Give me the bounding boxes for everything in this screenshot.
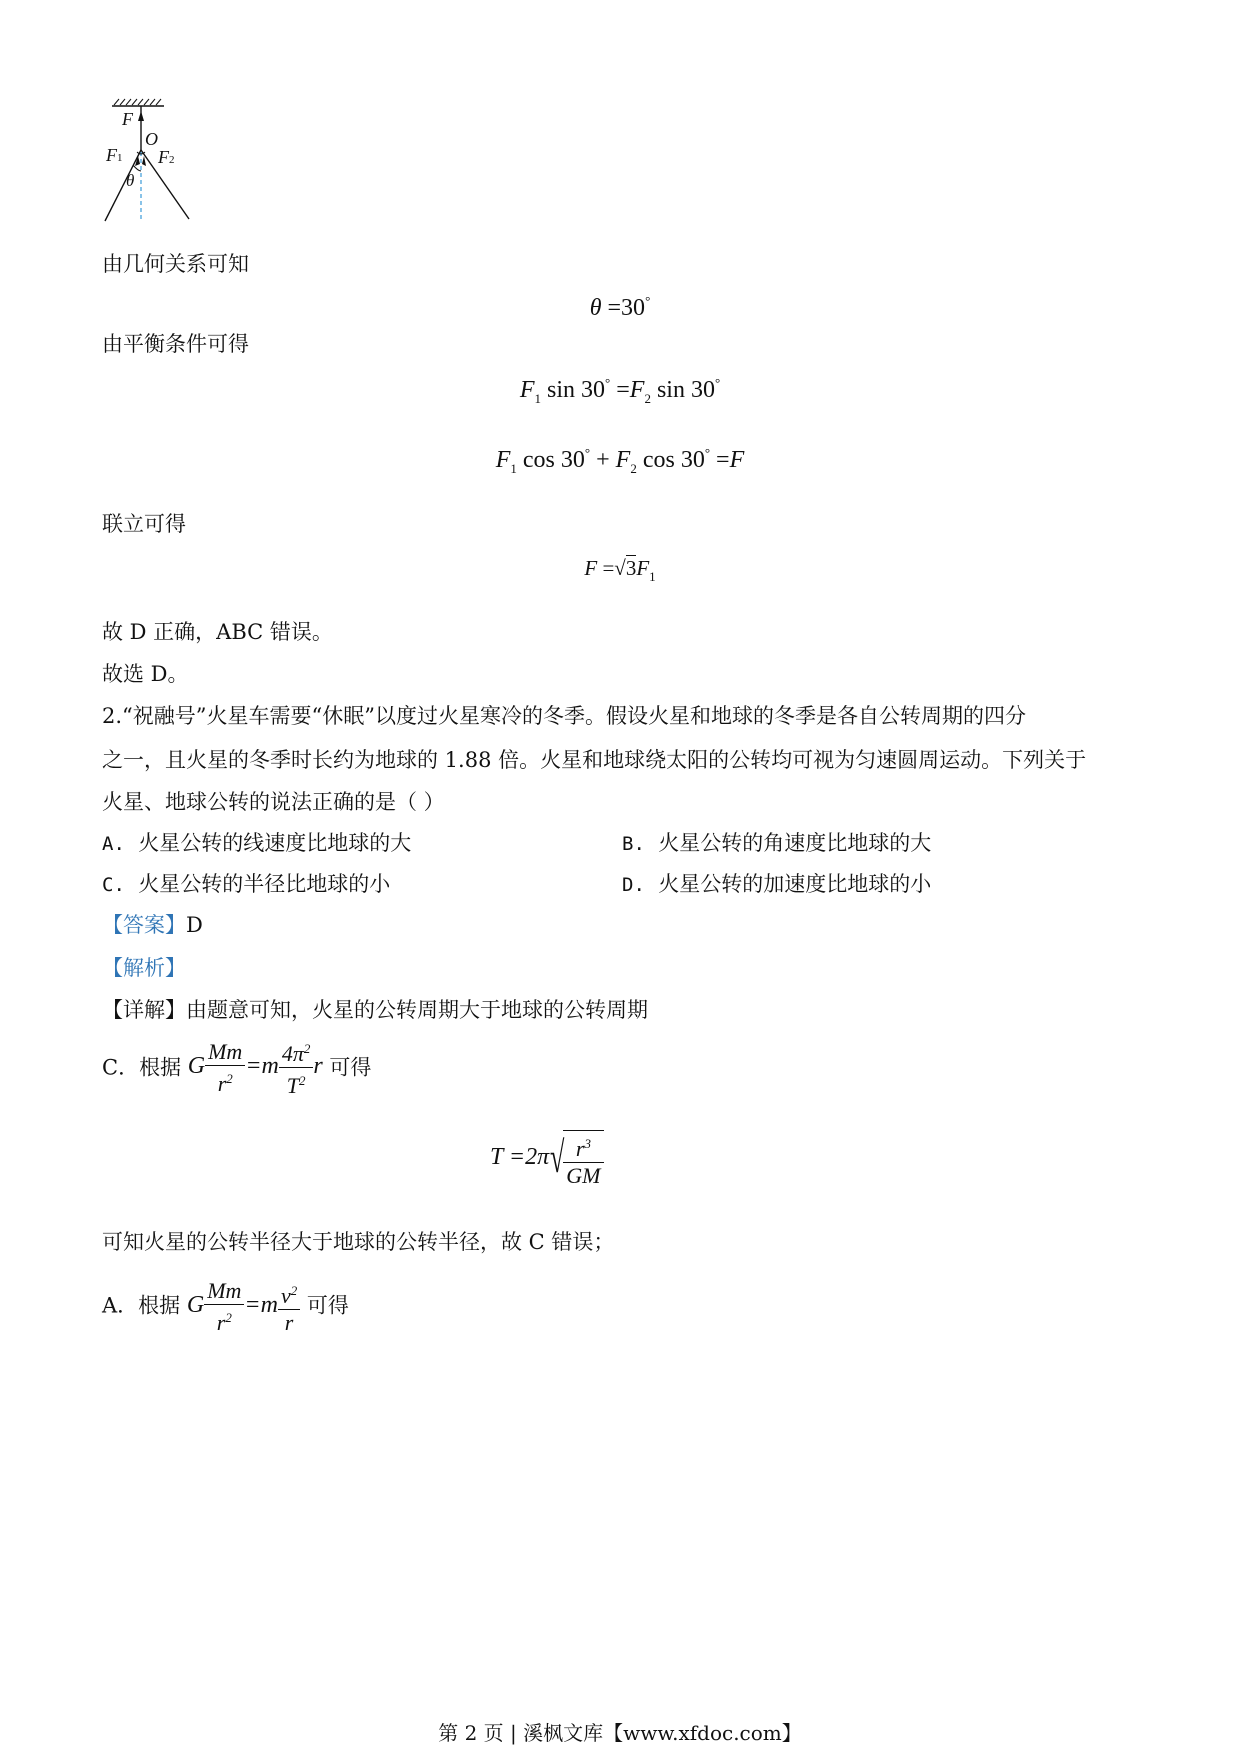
question-2-line-2: 之一，且火星的冬季时长约为地球的 1.88 倍。火星和地球绕太阳的公转均可视为匀速圆周运动。下列关于 (102, 748, 1087, 772)
answer-value: D (186, 913, 203, 937)
question-2-line-3: 火星、地球公转的说法正确的是（ ） (102, 790, 445, 814)
equation-theta: θ =30° (589, 293, 651, 321)
answer-line (102, 911, 203, 939)
text-choose-d: 故选 D。 (102, 662, 189, 686)
c-formula: G $\frac{Mm}{r^2}$ =m $\frac{4\pi^2}{T^2}$ r (188, 1053, 323, 1079)
answer-tag: 【答案】 (102, 913, 186, 937)
label-F1: F1 (106, 145, 123, 165)
equation-cos: $F_1$ $\cos 30^\circ + F_2$ cos 30° =F (495, 445, 745, 476)
option-c: C. 火星公转的半径比地球的小 (102, 872, 391, 896)
detail-line: 【详解】由题意可知，火星的公转周期大于地球的公转周期 (102, 998, 648, 1022)
option-d: D. 火星公转的加速度比地球的小 (622, 872, 932, 896)
equation-sin: $F_1$ $\sin 30^\circ =F_2$ sin 30° (519, 375, 721, 406)
label-F: F (122, 109, 133, 129)
question-2-line-1: 2.“祝融号”火星车需要“休眠”以度过火星寒冷的冬季。假设火星和地球的冬季是各自公转周期的四分 (102, 704, 1026, 728)
a-formula: G $\frac{Mm}{r^2}$ =m $\frac{v^2}{r}$ (187, 1292, 300, 1318)
label-theta: θ (126, 171, 135, 190)
c-formula-line: C．根据 G $\frac{Mm}{r^2}$ =m $\frac{4\pi^2}{T^2}$ r 可得 (102, 1036, 371, 1096)
force-diagram (100, 95, 220, 230)
text-d-correct: 故 D 正确，ABC 错误。 (102, 620, 333, 644)
text-combine: 联立可得 (102, 512, 186, 536)
c-conclusion: 可知火星的公转半径大于地球的公转半径，故 C 错误； (102, 1230, 615, 1254)
label-F2: F2 (158, 147, 175, 167)
option-a: A. 火星公转的线速度比地球的大 (102, 831, 412, 855)
text-geo-relation: 由几何关系可知 (102, 252, 249, 276)
equation-period: T =2π√ $\frac{r^3}{GM}$ (490, 1126, 604, 1196)
label-O: O (145, 129, 158, 149)
analysis-tag: 【解析】 (102, 956, 186, 980)
a-formula-line: A．根据 G $\frac{Mm}{r^2}$ =m $\frac{v^2}{r}$ 可得 (102, 1277, 349, 1335)
page-footer: 第 2 页 | 溪枫文库【www.xfdoc.com】 (438, 1721, 802, 1745)
option-b: B. 火星公转的角速度比地球的大 (622, 831, 932, 855)
text-balance: 由平衡条件可得 (102, 332, 249, 356)
equation-result: $F =√3F_1$ (584, 556, 656, 584)
